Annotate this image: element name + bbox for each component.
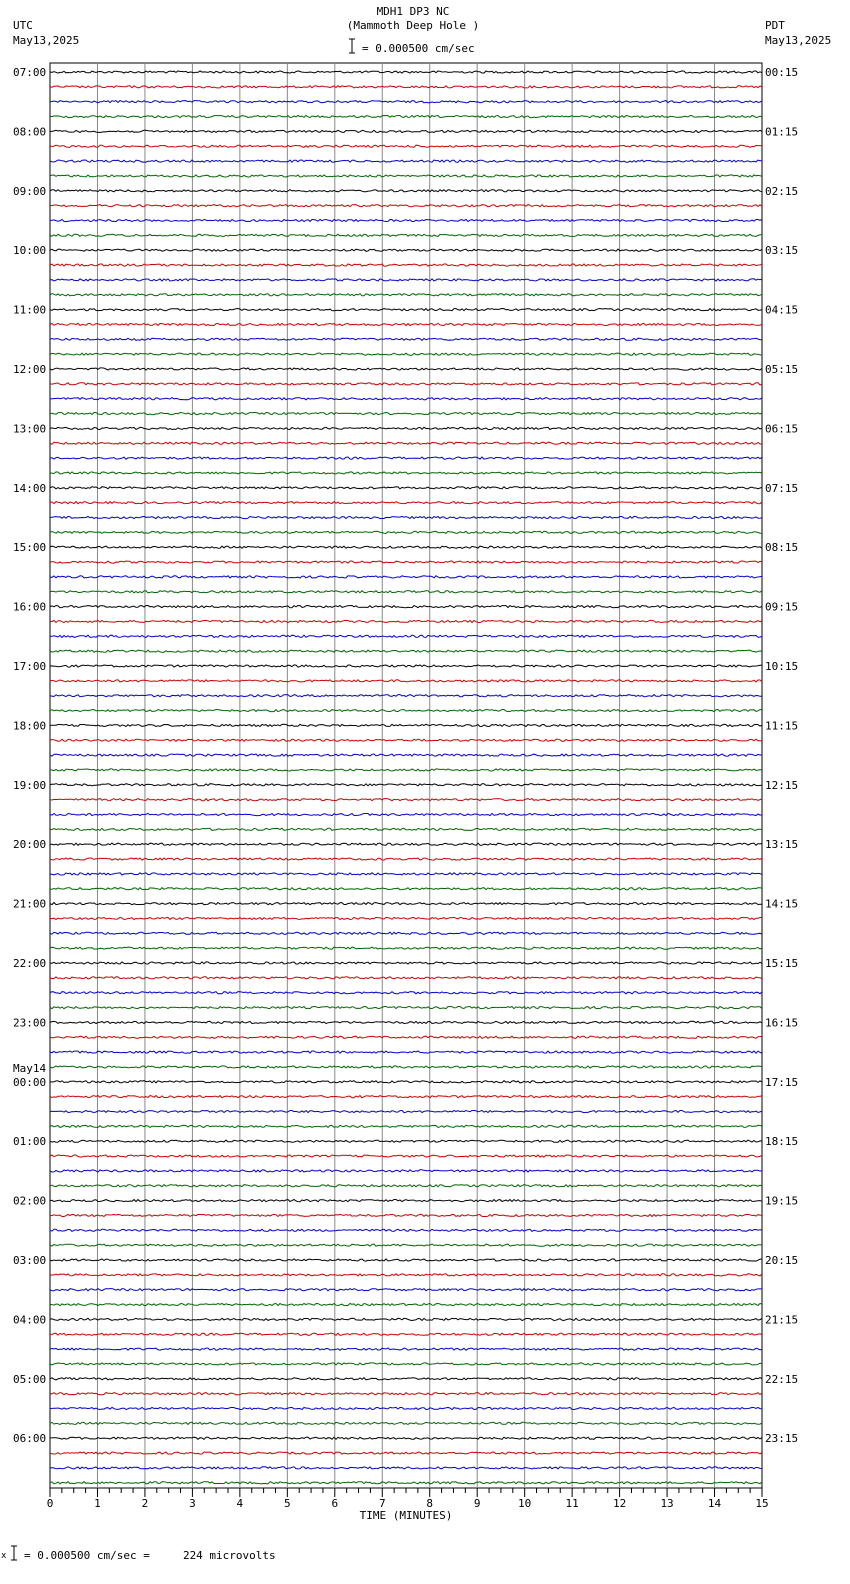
utc-hour-label: 23:00 [13,1016,47,1030]
trace-line [50,903,762,905]
x-tick-label: 14 [707,1497,722,1510]
pdt-hour-label: 16:15 [765,1016,799,1030]
trace-line [50,873,762,875]
left-timezone: UTC [13,19,33,32]
trace-line [50,101,762,103]
utc-hour-label: 21:00 [13,897,47,911]
trace-line [50,383,762,385]
trace-line [50,309,762,311]
footer-scale-label: = 0.000500 cm/sec = 224 microvolts [24,1549,276,1562]
pdt-hour-label: 21:15 [765,1313,799,1327]
utc-hour-label: 04:00 [13,1313,47,1327]
trace-line [50,145,762,147]
trace-line [50,516,762,518]
pdt-hour-label: 01:15 [765,125,799,139]
utc-hour-label: 00:00 [13,1075,47,1089]
utc-hour-label: 18:00 [13,719,47,733]
trace-line [50,769,762,771]
trace-line [50,398,762,400]
utc-hour-label: 20:00 [13,838,47,852]
trace-line [50,1110,762,1112]
pdt-hour-label: 15:15 [765,957,799,970]
utc-hour-label: 03:00 [13,1254,47,1267]
trace-line [50,591,762,593]
trace-line [50,323,762,325]
x-tick-label: 3 [189,1497,196,1510]
trace-line [50,695,762,697]
trace-line [50,1125,762,1127]
trace-line [50,724,762,726]
trace-line [50,843,762,845]
trace-line [50,1051,762,1053]
trace-line [50,279,762,281]
trace-line [50,1348,762,1350]
trace-line [50,739,762,741]
utc-hour-label: 06:00 [13,1432,47,1446]
left-date: May13,2025 [13,34,80,47]
trace-line [50,1393,762,1395]
trace-line [50,457,762,459]
trace-line [50,1289,762,1291]
trace-line [50,487,762,489]
pdt-hour-label: 08:15 [765,541,799,555]
pdt-hour-label: 05:15 [765,363,799,376]
trace-line [50,1467,762,1469]
trace-line [50,1200,762,1202]
pdt-hour-label: 20:15 [765,1254,799,1267]
x-tick-label: 15 [755,1497,769,1510]
x-tick-label: 0 [46,1497,54,1510]
utc-hour-label: 17:00 [13,660,47,673]
pdt-hour-label: 14:15 [765,897,799,911]
trace-line [50,1140,762,1142]
pdt-hour-label: 23:15 [765,1432,799,1446]
trace-line [50,249,762,251]
trace-line [50,1304,762,1306]
utc-hour-label: 11:00 [13,303,47,317]
trace-line [50,1318,762,1320]
trace-line [50,1274,762,1276]
utc-hour-label: 22:00 [13,957,47,970]
trace-line [50,1244,762,1246]
trace-line [50,977,762,979]
trace-line [50,754,762,756]
trace-line [50,710,762,712]
trace-line [50,650,762,652]
trace-line [50,190,762,192]
trace-line [50,917,762,919]
trace-line [50,1036,762,1038]
right-date: May13,2025 [765,34,832,47]
utc-hour-label: 02:00 [13,1194,47,1208]
pdt-hour-label: 12:15 [765,778,799,792]
trace-line [50,1437,762,1439]
x-tick-label: 10 [518,1497,532,1510]
utc-hour-label: 12:00 [13,363,47,376]
trace-line [50,1422,762,1424]
trace-line [50,784,762,786]
trace-line [50,1170,762,1172]
trace-line [50,799,762,801]
pdt-hour-label: 22:15 [765,1372,799,1386]
scale-label: = 0.000500 cm/sec [362,42,475,55]
utc-hour-label: 01:00 [13,1135,47,1149]
trace-line [50,1066,762,1068]
x-axis-label: TIME (MINUTES) [359,1509,453,1522]
trace-line [50,1081,762,1083]
trace-line [50,175,762,177]
trace-line [50,1229,762,1231]
trace-line [50,606,762,608]
utc-hour-label: 05:00 [13,1372,47,1386]
x-tick-label: 1 [94,1497,101,1510]
pdt-hour-label: 17:15 [765,1075,799,1089]
pdt-hour-label: 06:15 [765,422,799,436]
trace-line [50,635,762,637]
x-tick-label: 9 [473,1497,481,1510]
trace-line [50,219,762,221]
trace-line [50,427,762,429]
trace-line [50,828,762,830]
trace-line [50,680,762,682]
trace-line [50,130,762,132]
pdt-hour-label: 09:15 [765,600,799,614]
footer-scale-bar-icon [8,1545,20,1561]
trace-line [50,1482,762,1484]
x-tick-label: 2 [141,1497,149,1510]
trace-line [50,442,762,444]
trace-line [50,71,762,73]
trace-line [50,116,762,118]
trace-line [50,338,762,340]
right-timezone: PDT [765,19,785,32]
x-tick-label: 7 [378,1497,386,1510]
trace-line [50,1452,762,1454]
utc-hour-label: 09:00 [13,184,47,198]
trace-line [50,665,762,667]
trace-line [50,264,762,266]
trace-line [50,1378,762,1380]
trace-line [50,1214,762,1216]
trace-line [50,234,762,236]
x-tick-label: 5 [284,1497,291,1510]
utc-hour-label: 13:00 [13,422,47,436]
pdt-hour-label: 10:15 [765,660,799,673]
station-location: (Mammoth Deep Hole ) [346,19,480,32]
trace-line [50,1363,762,1365]
x-tick-label: 8 [426,1497,434,1510]
trace-line [50,947,762,949]
trace-line [50,561,762,563]
utc-hour-label: 08:00 [13,125,47,139]
trace-line [50,1096,762,1098]
station-title: MDH1 DP3 NC [376,5,450,18]
trace-line [50,502,762,504]
trace-line [50,546,762,548]
pdt-hour-label: 18:15 [765,1135,799,1149]
pdt-hour-label: 00:15 [765,66,799,79]
trace-line [50,620,762,622]
trace-line [50,86,762,88]
pdt-hour-label: 11:15 [765,719,799,733]
x-tick-label: 11 [565,1497,579,1510]
trace-line [50,962,762,964]
trace-line [50,1155,762,1157]
trace-line [50,992,762,994]
trace-line [50,205,762,207]
pdt-hour-label: 04:15 [765,303,799,317]
trace-line [50,413,762,415]
trace-line [50,353,762,355]
x-tick-label: 6 [331,1497,339,1510]
x-tick-label: 13 [660,1497,674,1510]
trace-line [50,932,762,934]
trace-line [50,368,762,370]
utc-hour-label: 10:00 [13,244,47,258]
trace-line [50,813,762,815]
pdt-hour-label: 02:15 [765,184,799,198]
trace-line [50,531,762,533]
trace-line [50,160,762,162]
pdt-hour-label: 07:15 [765,481,799,495]
x-tick-label: 12 [612,1497,627,1510]
pdt-hour-label: 19:15 [765,1194,799,1208]
utc-hour-label: 14:00 [13,481,47,495]
utc-hour-label: 07:00 [13,66,47,79]
trace-line [50,294,762,296]
x-tick-label: 4 [236,1497,244,1510]
trace-line [50,858,762,860]
trace-line [50,576,762,578]
date-change-label: May14 [13,1061,47,1075]
pdt-hour-label: 03:15 [765,244,799,258]
utc-hour-label: 15:00 [13,541,47,555]
trace-line [50,1259,762,1261]
trace-line [50,1185,762,1187]
trace-line [50,1007,762,1009]
trace-line [50,1021,762,1023]
utc-hour-label: 19:00 [13,778,47,792]
trace-line [50,888,762,890]
utc-hour-label: 16:00 [13,600,47,614]
trace-line [50,1333,762,1335]
pdt-hour-label: 13:15 [765,838,799,852]
footer-scale-prefix: x [1,1551,7,1561]
trace-line [50,472,762,474]
trace-line [50,1407,762,1409]
